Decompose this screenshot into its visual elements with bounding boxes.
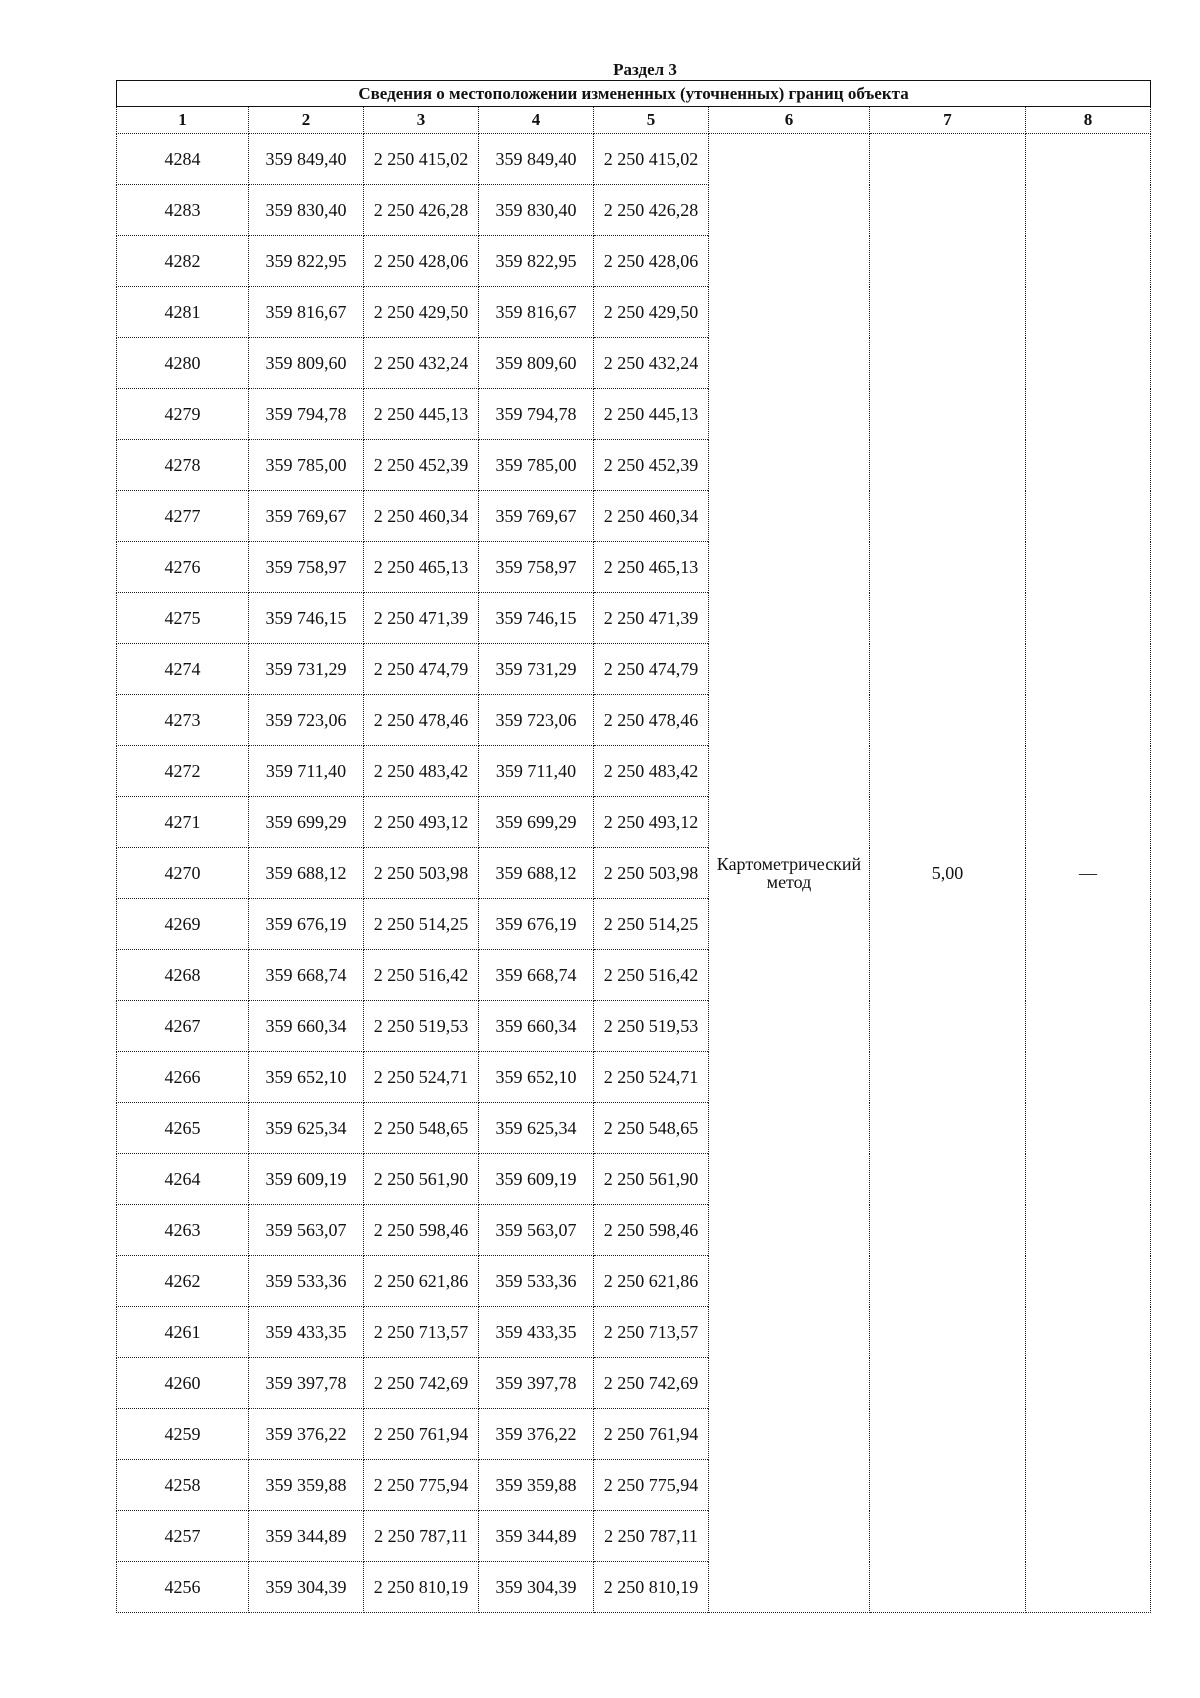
y-existing-cell: 2 250 471,39 [364,593,479,644]
column-header-2: 2 [249,107,364,134]
x-existing-cell: 359 769,67 [249,491,364,542]
y-new-cell: 2 250 775,94 [594,1460,709,1511]
x-new-cell: 359 668,74 [479,950,594,1001]
coordinates-table [116,80,1151,1613]
y-existing-cell: 2 250 474,79 [364,644,479,695]
x-new-cell: 359 304,39 [479,1562,594,1613]
y-new-cell: 2 250 621,86 [594,1256,709,1307]
x-new-cell: 359 816,67 [479,287,594,338]
x-existing-cell: 359 563,07 [249,1205,364,1256]
x-existing-cell: 359 822,95 [249,236,364,287]
y-new-cell: 2 250 548,65 [594,1103,709,1154]
point-number-cell: 4282 [117,236,249,287]
x-existing-cell: 359 376,22 [249,1409,364,1460]
y-existing-cell: 2 250 452,39 [364,440,479,491]
point-number-cell: 4257 [117,1511,249,1562]
x-existing-cell: 359 625,34 [249,1103,364,1154]
y-existing-cell: 2 250 787,11 [364,1511,479,1562]
x-new-cell: 359 785,00 [479,440,594,491]
x-existing-cell: 359 794,78 [249,389,364,440]
y-new-cell: 2 250 493,12 [594,797,709,848]
method-cell: Картометрический метод [709,134,870,1613]
point-number-cell: 4281 [117,287,249,338]
table-caption: Сведения о местоположении измененных (уточненных) границ объекта [117,81,1151,107]
table-row [117,134,1151,185]
x-existing-cell: 359 676,19 [249,899,364,950]
point-number-cell: 4269 [117,899,249,950]
y-existing-cell: 2 250 426,28 [364,185,479,236]
x-existing-cell: 359 433,35 [249,1307,364,1358]
x-existing-cell: 359 304,39 [249,1562,364,1613]
point-number-cell: 4276 [117,542,249,593]
point-number-cell: 4271 [117,797,249,848]
x-existing-cell: 359 731,29 [249,644,364,695]
y-existing-cell: 2 250 429,50 [364,287,479,338]
y-existing-cell: 2 250 561,90 [364,1154,479,1205]
x-existing-cell: 359 652,10 [249,1052,364,1103]
y-new-cell: 2 250 598,46 [594,1205,709,1256]
y-new-cell: 2 250 524,71 [594,1052,709,1103]
y-new-cell: 2 250 713,57 [594,1307,709,1358]
y-new-cell: 2 250 810,19 [594,1562,709,1613]
y-new-cell: 2 250 426,28 [594,185,709,236]
x-new-cell: 359 711,40 [479,746,594,797]
y-new-cell: 2 250 428,06 [594,236,709,287]
y-existing-cell: 2 250 460,34 [364,491,479,542]
y-existing-cell: 2 250 621,86 [364,1256,479,1307]
x-existing-cell: 359 830,40 [249,185,364,236]
table-body [117,134,1151,1613]
x-new-cell: 359 563,07 [479,1205,594,1256]
y-new-cell: 2 250 415,02 [594,134,709,185]
y-existing-cell: 2 250 483,42 [364,746,479,797]
point-number-cell: 4262 [117,1256,249,1307]
x-existing-cell: 359 699,29 [249,797,364,848]
y-existing-cell: 2 250 775,94 [364,1460,479,1511]
y-existing-cell: 2 250 432,24 [364,338,479,389]
point-number-cell: 4266 [117,1052,249,1103]
x-new-cell: 359 688,12 [479,848,594,899]
x-existing-cell: 359 816,67 [249,287,364,338]
y-new-cell: 2 250 514,25 [594,899,709,950]
y-existing-cell: 2 250 514,25 [364,899,479,950]
y-new-cell: 2 250 452,39 [594,440,709,491]
x-new-cell: 359 830,40 [479,185,594,236]
x-existing-cell: 359 723,06 [249,695,364,746]
x-new-cell: 359 625,34 [479,1103,594,1154]
x-new-cell: 359 746,15 [479,593,594,644]
y-new-cell: 2 250 478,46 [594,695,709,746]
y-new-cell: 2 250 503,98 [594,848,709,899]
section-title: Раздел 3 [613,60,677,79]
point-number-cell: 4260 [117,1358,249,1409]
y-existing-cell: 2 250 519,53 [364,1001,479,1052]
y-new-cell: 2 250 460,34 [594,491,709,542]
y-existing-cell: 2 250 761,94 [364,1409,479,1460]
y-new-cell: 2 250 516,42 [594,950,709,1001]
x-new-cell: 359 769,67 [479,491,594,542]
y-existing-cell: 2 250 503,98 [364,848,479,899]
x-existing-cell: 359 809,60 [249,338,364,389]
y-new-cell: 2 250 445,13 [594,389,709,440]
point-number-cell: 4270 [117,848,249,899]
point-number-cell: 4280 [117,338,249,389]
x-new-cell: 359 849,40 [479,134,594,185]
y-new-cell: 2 250 465,13 [594,542,709,593]
x-existing-cell: 359 711,40 [249,746,364,797]
y-new-cell: 2 250 561,90 [594,1154,709,1205]
x-new-cell: 359 809,60 [479,338,594,389]
y-existing-cell: 2 250 810,19 [364,1562,479,1613]
point-number-cell: 4263 [117,1205,249,1256]
y-new-cell: 2 250 432,24 [594,338,709,389]
y-new-cell: 2 250 474,79 [594,644,709,695]
x-new-cell: 359 433,35 [479,1307,594,1358]
point-number-cell: 4261 [117,1307,249,1358]
y-new-cell: 2 250 519,53 [594,1001,709,1052]
y-new-cell: 2 250 761,94 [594,1409,709,1460]
x-existing-cell: 359 668,74 [249,950,364,1001]
x-new-cell: 359 758,97 [479,542,594,593]
y-existing-cell: 2 250 598,46 [364,1205,479,1256]
x-existing-cell: 359 758,97 [249,542,364,593]
y-existing-cell: 2 250 415,02 [364,134,479,185]
y-existing-cell: 2 250 428,06 [364,236,479,287]
point-number-cell: 4275 [117,593,249,644]
y-new-cell: 2 250 742,69 [594,1358,709,1409]
column-header-1: 1 [117,107,249,134]
y-new-cell: 2 250 483,42 [594,746,709,797]
x-new-cell: 359 731,29 [479,644,594,695]
x-new-cell: 359 723,06 [479,695,594,746]
y-existing-cell: 2 250 493,12 [364,797,479,848]
x-existing-cell: 359 849,40 [249,134,364,185]
y-new-cell: 2 250 429,50 [594,287,709,338]
x-new-cell: 359 533,36 [479,1256,594,1307]
y-new-cell: 2 250 471,39 [594,593,709,644]
x-existing-cell: 359 746,15 [249,593,364,644]
point-number-cell: 4268 [117,950,249,1001]
column-header-row [117,107,1151,134]
point-number-cell: 4277 [117,491,249,542]
point-number-cell: 4259 [117,1409,249,1460]
x-existing-cell: 359 533,36 [249,1256,364,1307]
x-existing-cell: 359 688,12 [249,848,364,899]
x-new-cell: 359 676,19 [479,899,594,950]
point-number-cell: 4264 [117,1154,249,1205]
column-header-5: 5 [594,107,709,134]
x-existing-cell: 359 609,19 [249,1154,364,1205]
column-header-4: 4 [479,107,594,134]
y-existing-cell: 2 250 465,13 [364,542,479,593]
x-new-cell: 359 359,88 [479,1460,594,1511]
x-new-cell: 359 794,78 [479,389,594,440]
point-number-cell: 4274 [117,644,249,695]
point-number-cell: 4279 [117,389,249,440]
column-header-7: 7 [870,107,1026,134]
point-number-cell: 4265 [117,1103,249,1154]
column-header-3: 3 [364,107,479,134]
x-new-cell: 359 376,22 [479,1409,594,1460]
x-new-cell: 359 344,89 [479,1511,594,1562]
point-number-cell: 4258 [117,1460,249,1511]
column-header-8: 8 [1026,107,1151,134]
y-new-cell: 2 250 787,11 [594,1511,709,1562]
point-number-cell: 4283 [117,185,249,236]
y-existing-cell: 2 250 742,69 [364,1358,479,1409]
point-number-cell: 4273 [117,695,249,746]
point-number-cell: 4278 [117,440,249,491]
note-cell: — [1026,134,1151,1613]
x-new-cell: 359 822,95 [479,236,594,287]
y-existing-cell: 2 250 445,13 [364,389,479,440]
y-existing-cell: 2 250 524,71 [364,1052,479,1103]
x-existing-cell: 359 344,89 [249,1511,364,1562]
x-existing-cell: 359 660,34 [249,1001,364,1052]
point-number-cell: 4272 [117,746,249,797]
y-existing-cell: 2 250 548,65 [364,1103,479,1154]
x-new-cell: 359 397,78 [479,1358,594,1409]
x-new-cell: 359 609,19 [479,1154,594,1205]
point-number-cell: 4284 [117,134,249,185]
point-number-cell: 4256 [117,1562,249,1613]
y-existing-cell: 2 250 478,46 [364,695,479,746]
column-header-6: 6 [709,107,870,134]
accuracy-cell: 5,00 [870,134,1026,1613]
x-new-cell: 359 652,10 [479,1052,594,1103]
x-existing-cell: 359 397,78 [249,1358,364,1409]
x-existing-cell: 359 359,88 [249,1460,364,1511]
y-existing-cell: 2 250 516,42 [364,950,479,1001]
point-number-cell: 4267 [117,1001,249,1052]
y-existing-cell: 2 250 713,57 [364,1307,479,1358]
x-new-cell: 359 660,34 [479,1001,594,1052]
x-new-cell: 359 699,29 [479,797,594,848]
x-existing-cell: 359 785,00 [249,440,364,491]
